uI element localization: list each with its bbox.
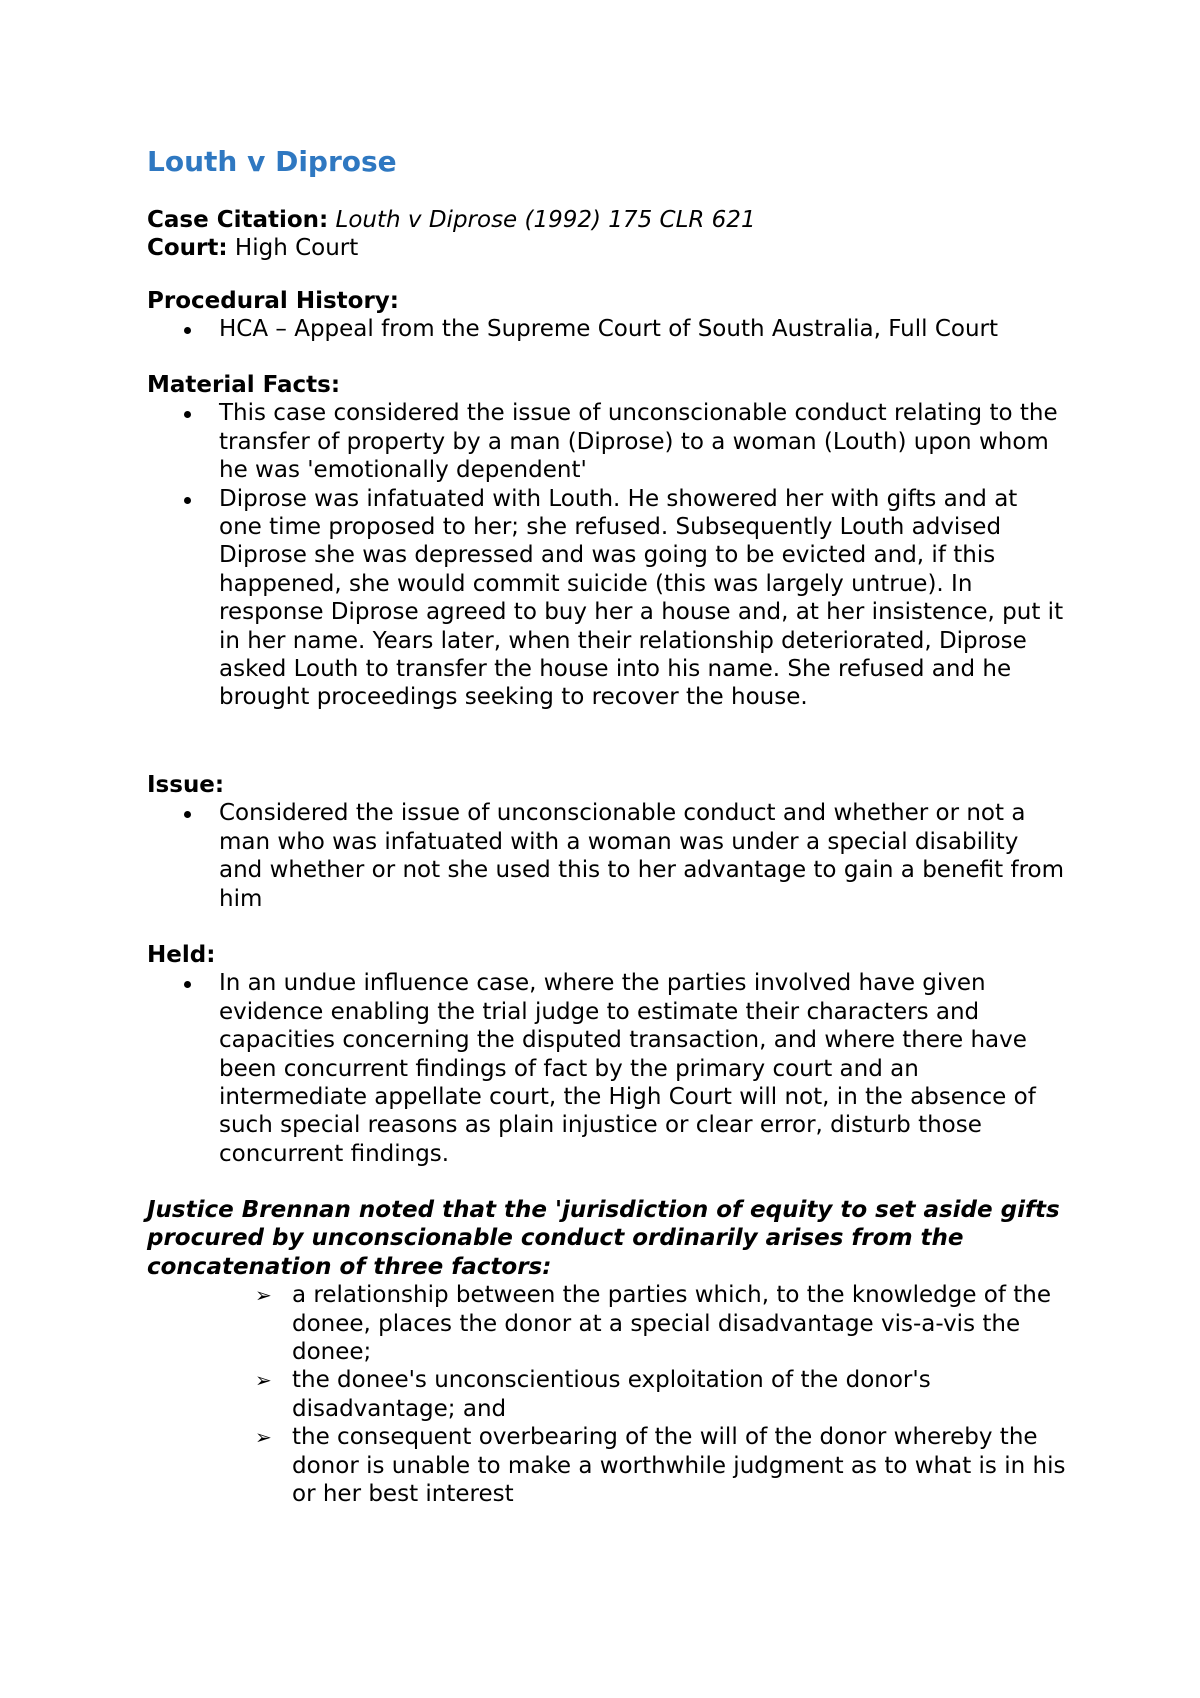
material-facts-heading: Material Facts: xyxy=(147,372,341,398)
bullet-icon xyxy=(184,811,191,818)
citation-value: Louth v Diprose (1992) 175 CLR 621 xyxy=(335,207,756,233)
arrow-bullet-icon: ➢ xyxy=(255,1368,272,1393)
list-item: HCA – Appeal from the Supreme Court of South Australia, Full Court xyxy=(147,315,1067,343)
list-item: ➢ a relationship between the parties which, to the knowledge of the donee, places the donor at a special disadvantage vis-a-vis the donee; xyxy=(255,1282,1052,1366)
list-item: ➢ the donee's unconscientious exploitation of the donor's disadvantage; and xyxy=(255,1367,931,1422)
issue-section xyxy=(147,771,1067,913)
bullet-icon xyxy=(184,497,191,504)
list-item: Considered the issue of unconscionable conduct and whether or not a man who was infatuated with a woman was under a special disability and whether or not she used this to her advantage to gain a benefit from him xyxy=(147,799,1067,913)
bullet-icon xyxy=(184,327,191,334)
court-row xyxy=(147,234,756,262)
list-item: ➢ the consequent overbearing of the will of the donor whereby the donor is unable to make a worthwhile judgment as to what is in his or her best interest xyxy=(255,1424,1066,1508)
material-facts-section xyxy=(147,371,1067,712)
brennan-heading: Justice Brennan noted that the 'jurisdiction of equity to set aside gifts procured by unconscionable conduct ordinarily arises from the concatenation of three factors: xyxy=(147,1197,1060,1280)
held-section xyxy=(147,941,1067,1168)
citation-row xyxy=(147,206,756,234)
list-item: In an undue influence case, where the parties involved have given evidence enabling the trial judge to estimate their characters and capacities concerning the disputed transaction, and where there have been concurrent findings of fact by the primary court and an intermediate appellate court, the High Court will not, in the absence of such special reasons as plain injustice or clear error, disturb those concurrent findings. xyxy=(147,969,1067,1168)
held-heading: Held: xyxy=(147,942,216,968)
bullet-icon xyxy=(184,411,191,418)
procedural-history-heading: Procedural History: xyxy=(147,288,399,314)
citation-label: Case Citation: xyxy=(147,207,329,233)
case-meta xyxy=(147,206,756,263)
brennan-section xyxy=(147,1196,1067,1508)
court-label: Court: xyxy=(147,235,228,262)
arrow-bullet-icon: ➢ xyxy=(255,1283,272,1308)
list-item: Diprose was infatuated with Louth. He showered her with gifts and at one time proposed to her; she refused. Subsequently Louth advised Diprose she was depressed and was going to be evicted and, if this happened, she would commit suicide (this was largely untrue). In response Diprose agreed to buy her a house and, at her insistence, put it in her name. Years later, when their relationship deteriorated, Diprose asked Louth to transfer the house into his name. She refused and he brought proceedings seeking to recover the house. xyxy=(147,485,1067,712)
bullet-icon xyxy=(184,981,191,988)
court-value: High Court xyxy=(234,235,359,262)
list-item: This case considered the issue of unconscionable conduct relating to the transfer of property by a man (Diprose) to a woman (Louth) upon whom he was 'emotionally dependent' xyxy=(147,399,1067,484)
document-title: Louth v Diprose xyxy=(147,145,397,178)
arrow-bullet-icon: ➢ xyxy=(255,1425,272,1450)
issue-heading: Issue: xyxy=(147,772,225,798)
procedural-history-section xyxy=(147,287,1067,344)
